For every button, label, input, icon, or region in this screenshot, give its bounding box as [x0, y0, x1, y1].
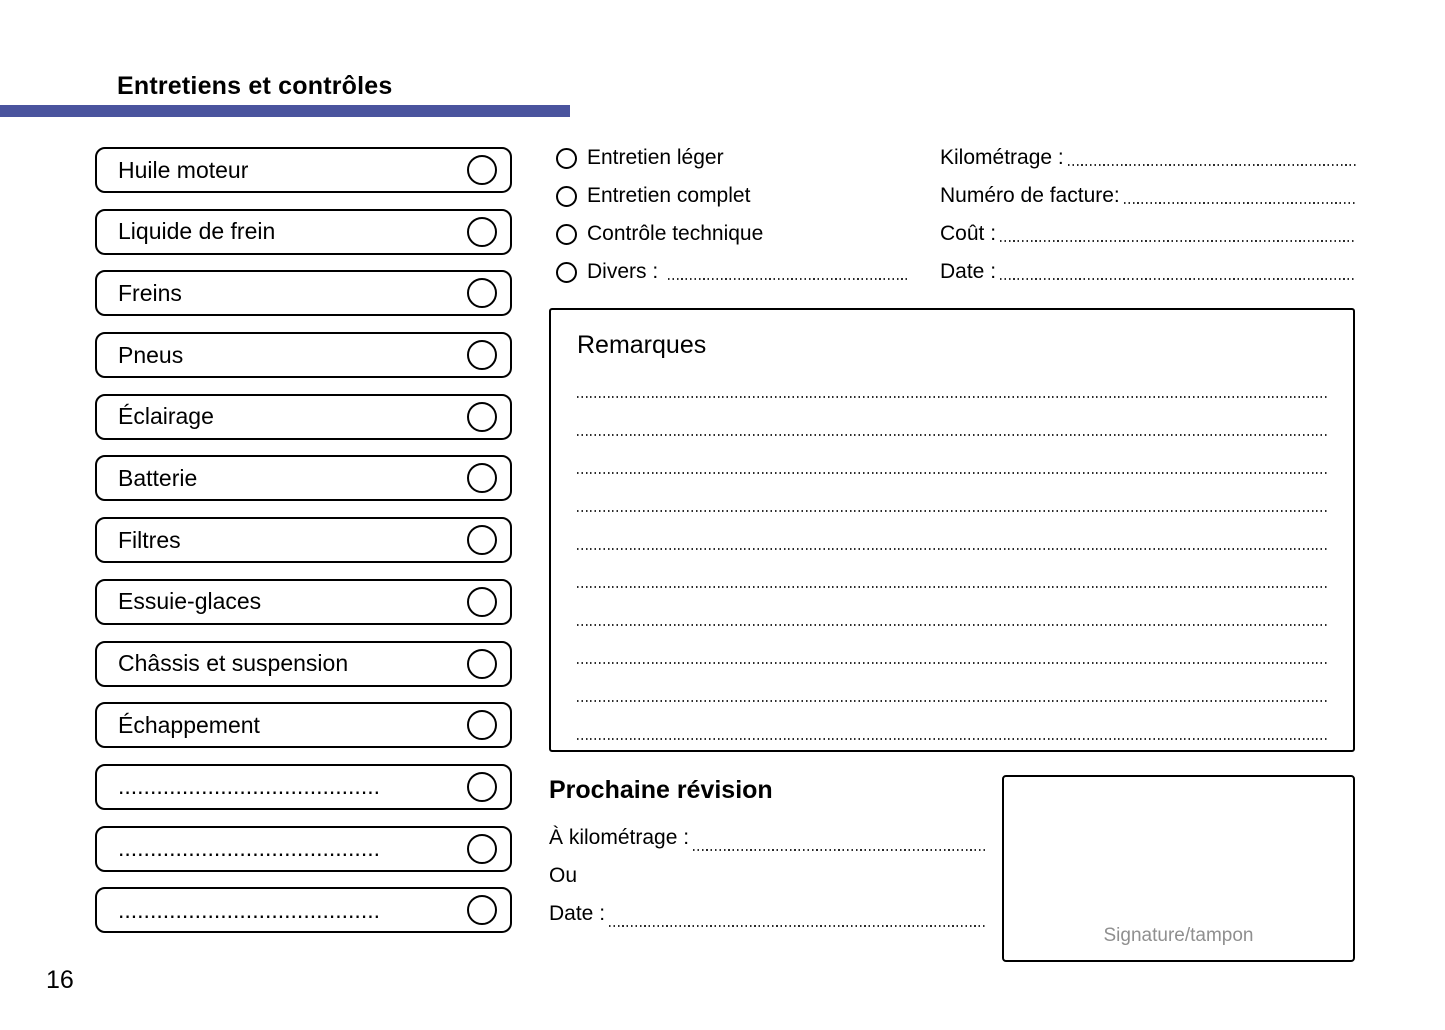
check-circle-icon	[467, 772, 497, 802]
check-circle-icon	[467, 587, 497, 617]
remark-line	[577, 588, 1327, 626]
service-detail-fields	[940, 144, 1356, 286]
checklist-row-freins	[95, 270, 512, 316]
remarks-title: Remarques	[577, 331, 707, 359]
check-circle-icon	[467, 463, 497, 493]
checklist-item-label: Essuie-glaces	[118, 588, 262, 615]
check-circle-icon	[467, 217, 497, 247]
option-divers	[556, 258, 910, 286]
signature-label: Signature/tampon	[1103, 925, 1254, 946]
next-mileage-write-in-line	[693, 849, 985, 851]
check-circle-icon	[467, 710, 497, 740]
radio-circle-icon	[556, 148, 577, 169]
field-label: Date :	[549, 902, 606, 925]
field-numero-de-facture	[940, 182, 1356, 210]
checklist-item-label: .........................................	[118, 773, 380, 800]
remark-line	[577, 550, 1327, 588]
radio-circle-icon	[556, 186, 577, 207]
checklist-row-eclairage	[95, 394, 512, 440]
field-label: Numéro de facture:	[940, 184, 1120, 207]
cout-write-in-line	[1000, 240, 1356, 242]
field-label: Ou	[549, 864, 578, 887]
checklist-item-label: Châssis et suspension	[118, 650, 349, 676]
option-entretien-complet	[556, 182, 910, 210]
checklist-row-pneus	[95, 332, 512, 378]
remark-line	[577, 436, 1327, 474]
checklist-item-label: Liquide de frein	[118, 218, 276, 245]
checklist-row-huile-moteur	[95, 147, 512, 193]
next-service-title: Prochaine révision	[549, 776, 773, 804]
check-circle-icon	[467, 278, 497, 308]
field-kilometrage	[940, 144, 1356, 172]
checklist-item-label: Batterie	[118, 464, 198, 491]
next-service-section	[549, 776, 985, 933]
option-controle-technique	[556, 220, 910, 248]
checklist-row-blank-2	[95, 826, 512, 872]
checklist-item-label: Freins	[118, 279, 182, 306]
remark-line	[577, 626, 1327, 664]
checklist-row-echappement	[95, 702, 512, 748]
checklist-row-blank-3	[95, 887, 512, 933]
checklist-item-label: .........................................	[118, 896, 380, 923]
kilometrage-write-in-line	[1068, 164, 1356, 166]
checklist-item-label: Pneus	[118, 341, 184, 368]
remarks-box	[549, 308, 1355, 752]
checklist-row-liquide-de-frein	[95, 209, 512, 255]
check-circle-icon	[467, 649, 497, 679]
field-label: À kilométrage :	[549, 826, 690, 849]
check-circle-icon	[467, 525, 497, 555]
remark-line	[577, 360, 1327, 398]
date-write-in-line	[1000, 278, 1356, 280]
checklist-item-label: Huile moteur	[118, 156, 249, 183]
check-circle-icon	[467, 895, 497, 925]
check-circle-icon	[467, 155, 497, 185]
checklist-row-batterie	[95, 455, 512, 501]
field-label: Date :	[940, 260, 997, 283]
next-service-or-row	[549, 857, 985, 895]
remark-line	[577, 512, 1327, 550]
signature-box	[1002, 775, 1355, 962]
radio-circle-icon	[556, 224, 577, 245]
next-service-mileage-row	[549, 819, 985, 857]
checklist-item-label: Échappement	[118, 711, 260, 738]
remark-line	[577, 664, 1327, 702]
facture-write-in-line	[1124, 202, 1356, 204]
checklist-row-essuie-glaces	[95, 579, 512, 625]
check-circle-icon	[467, 834, 497, 864]
field-cout	[940, 220, 1356, 248]
check-circle-icon	[467, 402, 497, 432]
service-type-options	[556, 144, 910, 286]
option-label: Contrôle technique	[587, 222, 764, 245]
checklist-row-chassis-et-suspension	[95, 641, 512, 687]
remark-line	[577, 474, 1327, 512]
option-label: Entretien léger	[587, 146, 724, 169]
option-label: Divers :	[587, 260, 659, 283]
checklist-row-filtres	[95, 517, 512, 563]
checklist-item-label: .........................................	[118, 835, 380, 862]
next-date-write-in-line	[609, 925, 985, 927]
option-entretien-leger	[556, 144, 910, 172]
remark-line	[577, 702, 1327, 740]
field-date	[940, 258, 1356, 286]
next-service-date-row	[549, 895, 985, 933]
field-label: Kilométrage :	[940, 146, 1064, 169]
page-number: 16	[46, 966, 74, 994]
checklist-item-label: Filtres	[118, 526, 181, 553]
accent-bar	[0, 105, 570, 117]
option-label: Entretien complet	[587, 184, 751, 207]
field-label: Coût :	[940, 222, 997, 245]
page-title: Entretiens et contrôles	[117, 72, 393, 100]
divers-write-in-line	[668, 278, 910, 280]
radio-circle-icon	[556, 262, 577, 283]
check-circle-icon	[467, 340, 497, 370]
checklist-row-blank-1	[95, 764, 512, 810]
maintenance-checklist	[95, 147, 512, 933]
remarks-write-in-lines	[577, 360, 1327, 740]
remark-line	[577, 398, 1327, 436]
checklist-item-label: Éclairage	[118, 403, 214, 430]
